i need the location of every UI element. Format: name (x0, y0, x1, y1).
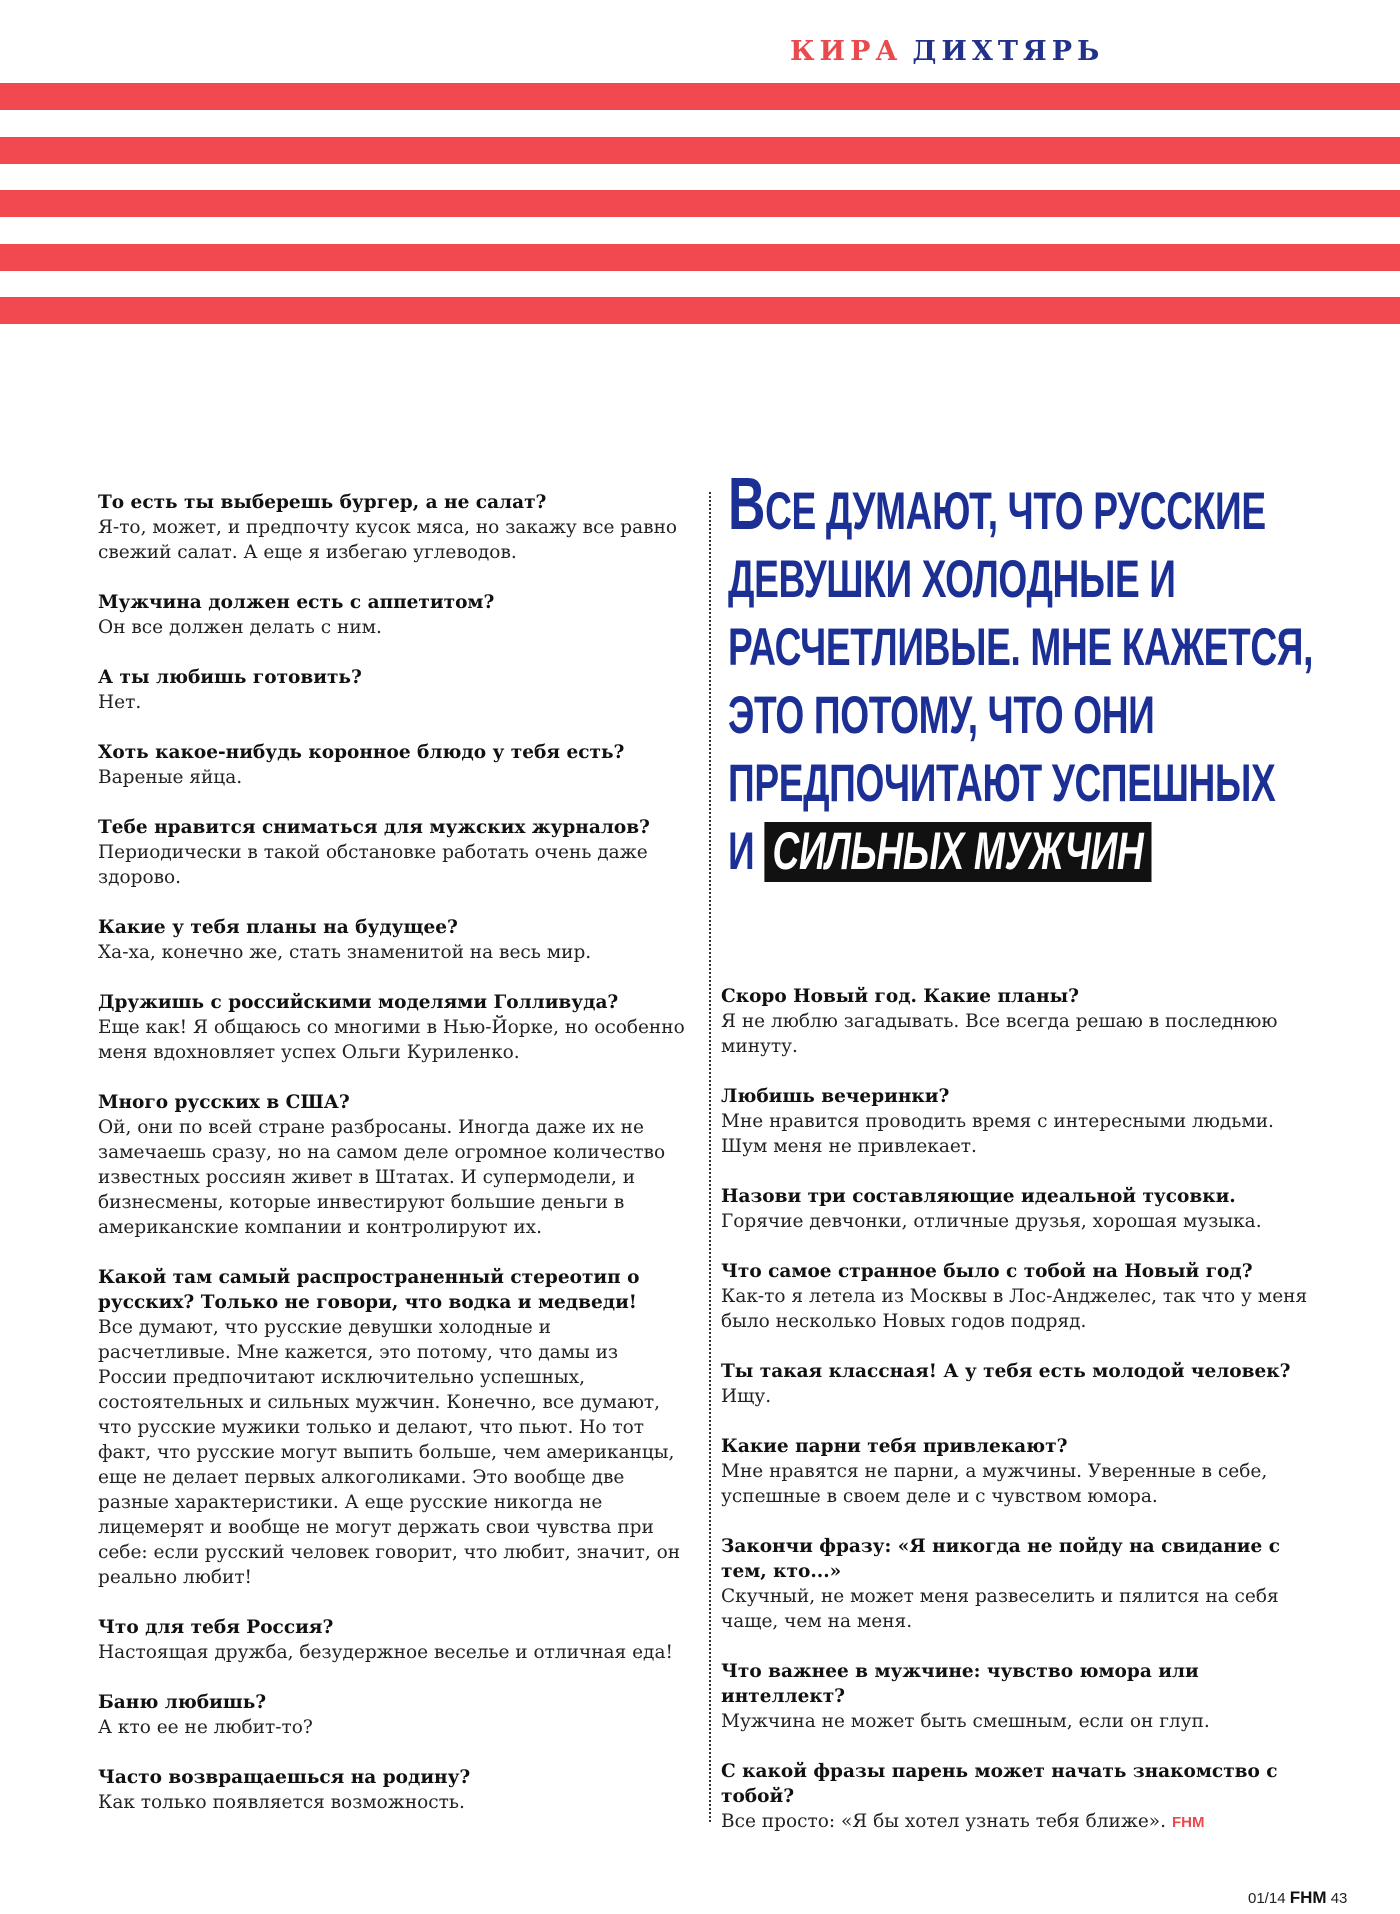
question: Что важнее в мужчине: чувство юмора или интеллект? (721, 1661, 1199, 1707)
qa-block (98, 1615, 688, 1665)
header-stripe (0, 190, 1400, 217)
qa-block (721, 1759, 1311, 1835)
answer-text: Ищу. (721, 1386, 772, 1407)
header-last-name: ДИХТЯРЬ (912, 36, 1105, 67)
answer (98, 1315, 688, 1590)
qa-block (98, 990, 688, 1065)
question: С какой фразы парень может начать знакомство с тобой? (721, 1761, 1278, 1807)
question: Какой там самый распространенный стереотип о русских? Только не говори, что водка и медведи! (98, 1267, 640, 1313)
pull-quote-initial: В (728, 462, 766, 545)
answer-text: Все думают, что русские девушки холодные и расчетливые. Мне кажется, это потому, что дамы из России предпочитают исключительно успешных, состоятельных и сильных мужчин. Конечно, все думают, что русские мужики только и делают, что пьют. Но тот факт, что русские могут выпить больше, чем американцы, еще не делает первых алкоголиками. Это вообще две разные характеристики. А еще русские никогда не лицемерят и вообще не могут держать свои чувства при себе: если русский человек говорит, что любит, значит, он реально любит! (98, 1317, 681, 1588)
qa-block (721, 1534, 1311, 1634)
answer-text: Настоящая дружба, безудержное веселье и отличная еда! (98, 1642, 673, 1663)
answer-text: Горячие девчонки, отличные друзья, хорошая музыка. (721, 1211, 1262, 1232)
answer-text: Периодически в такой обстановке работать очень даже здорово. (98, 842, 648, 888)
question: Тебе нравится сниматься для мужских журналов? (98, 817, 650, 838)
question: Баню любишь? (98, 1692, 267, 1713)
pull-quote-line: ПРЕДПОЧИТАЮТ УСПЕШНЫХ (728, 754, 1276, 813)
answer-text: А кто ее не любит-то? (98, 1717, 313, 1738)
answer-text: Нет. (98, 692, 142, 713)
question: Какие парни тебя привлекают? (721, 1436, 1068, 1457)
qa-block (98, 665, 688, 715)
qa-block (98, 740, 688, 790)
qa-block (98, 815, 688, 890)
answer-text: Я не люблю загадывать. Все всегда решаю в последнюю минуту. (721, 1011, 1278, 1057)
question: Что для тебя Россия? (98, 1617, 334, 1638)
left-column (98, 490, 688, 1840)
answer (721, 1209, 1311, 1234)
answer (98, 940, 688, 965)
qa-block (98, 1765, 688, 1815)
end-sign: FHM (1172, 1814, 1205, 1831)
answer (721, 1809, 1311, 1835)
qa-block (721, 1659, 1311, 1734)
answer-text: Мужчина не может быть смешным, если он глуп. (721, 1711, 1210, 1732)
answer (721, 1009, 1311, 1059)
answer-text: Ой, они по всей стране разбросаны. Иногда даже их не замечаешь сразу, но на самом деле огромное количество известных россиян живет в Штатах. И супермодели, и бизнесмены, которые инвестируют большие деньги в американские компании и контролируют их. (98, 1117, 666, 1238)
question: Закончи фразу: «Я никогда не пойду на свидание с тем, кто...» (721, 1536, 1281, 1582)
answer (721, 1459, 1311, 1509)
pull-quote-line (728, 462, 1266, 546)
answer (98, 765, 688, 790)
right-column (721, 984, 1311, 1860)
qa-block (98, 915, 688, 965)
qa-block (98, 1265, 688, 1590)
header-stripe (0, 137, 1400, 164)
answer-text: Еще как! Я общаюсь со многими в Нью-Йорке, но особенно меня вдохновляет успех Ольги Куриленко. (98, 1017, 685, 1063)
question: Хоть какое-нибудь коронное блюдо у тебя есть? (98, 742, 625, 763)
answer-text: Вареные яйца. (98, 767, 243, 788)
question: А ты любишь готовить? (98, 667, 362, 688)
qa-block (721, 1259, 1311, 1334)
pull-quote-line: ДЕВУШКИ ХОЛОДНЫЕ И (728, 550, 1176, 609)
qa-block (721, 1359, 1311, 1409)
pull-quote-line: ЭТО ПОТОМУ, ЧТО ОНИ (728, 686, 1155, 745)
page-footer (1248, 1888, 1347, 1908)
qa-block (98, 590, 688, 640)
answer (98, 1015, 688, 1065)
pull-quote-prefix: И (728, 822, 755, 881)
qa-block (721, 984, 1311, 1059)
question: Скоро Новый год. Какие планы? (721, 986, 1080, 1007)
answer-text: Как-то я летела из Москвы в Лос-Анджелес, так что у меня было несколько Новых годов подряд. (721, 1286, 1308, 1332)
footer-brand: FHM (1289, 1888, 1327, 1907)
answer-text: Ха-ха, конечно же, стать знаменитой на весь мир. (98, 942, 592, 963)
footer-page-number: 43 (1330, 1890, 1348, 1907)
question: Много русских в США? (98, 1092, 350, 1113)
answer (721, 1384, 1311, 1409)
pull-quote-rest: СЕ ДУМАЮТ, ЧТО РУССКИЕ (765, 482, 1266, 541)
question: То есть ты выберешь бургер, а не салат? (98, 492, 547, 513)
answer (721, 1284, 1311, 1334)
footer-issue: 01/14 (1248, 1890, 1286, 1907)
answer-text: Он все должен делать с ним. (98, 617, 382, 638)
header-first-name: КИРА (790, 36, 903, 67)
answer (98, 840, 688, 890)
answer (721, 1584, 1311, 1634)
answer-text: Скучный, не может меня развеселить и пялится на себя чаще, чем на меня. (721, 1586, 1279, 1632)
answer (98, 1715, 688, 1740)
answer-text: Мне нравится проводить время с интересными людьми. Шум меня не привлекает. (721, 1111, 1274, 1157)
answer-text: Мне нравятся не парни, а мужчины. Уверенные в себе, успешные в своем деле и с чувством юмора. (721, 1461, 1268, 1507)
qa-block (98, 1090, 688, 1240)
answer (721, 1709, 1311, 1734)
answer (98, 690, 688, 715)
answer (98, 1115, 688, 1240)
question: Какие у тебя планы на будущее? (98, 917, 458, 938)
question: Назови три составляющие идеальной тусовки. (721, 1186, 1236, 1207)
answer (721, 1109, 1311, 1159)
answer-text: Я-то, может, и предпочту кусок мяса, но закажу все равно свежий салат. А еще я избегаю углеводов. (98, 517, 678, 563)
question: Часто возвращаешься на родину? (98, 1767, 471, 1788)
header-stripe (0, 297, 1400, 324)
header-stripe (0, 244, 1400, 271)
question: Дружишь с российскими моделями Голливуда? (98, 992, 619, 1013)
answer (98, 1640, 688, 1665)
question: Мужчина должен есть с аппетитом? (98, 592, 495, 613)
pull-quote-line (728, 818, 1176, 886)
header-stripe (0, 83, 1400, 110)
answer (98, 615, 688, 640)
question: Что самое странное было с тобой на Новый год? (721, 1261, 1253, 1282)
pull-quote-highlight: СИЛЬНЫХ МУЖЧИН (764, 822, 1152, 882)
answer-text: Все просто: «Я бы хотел узнать тебя ближе». (721, 1811, 1166, 1832)
question: Любишь вечеринки? (721, 1086, 950, 1107)
qa-block (721, 1084, 1311, 1159)
qa-block (721, 1184, 1311, 1234)
pull-quote (728, 462, 1314, 886)
pull-quote-line: РАСЧЕТЛИВЫЕ. МНЕ КАЖЕТСЯ, (728, 618, 1314, 677)
article-header (790, 36, 1104, 67)
answer (98, 1790, 688, 1815)
answer (98, 515, 688, 565)
qa-block (721, 1434, 1311, 1509)
qa-block (98, 1690, 688, 1740)
answer-text: Как только появляется возможность. (98, 1792, 465, 1813)
column-divider (709, 492, 711, 1822)
question: Ты такая классная! А у тебя есть молодой человек? (721, 1361, 1291, 1382)
qa-block (98, 490, 688, 565)
